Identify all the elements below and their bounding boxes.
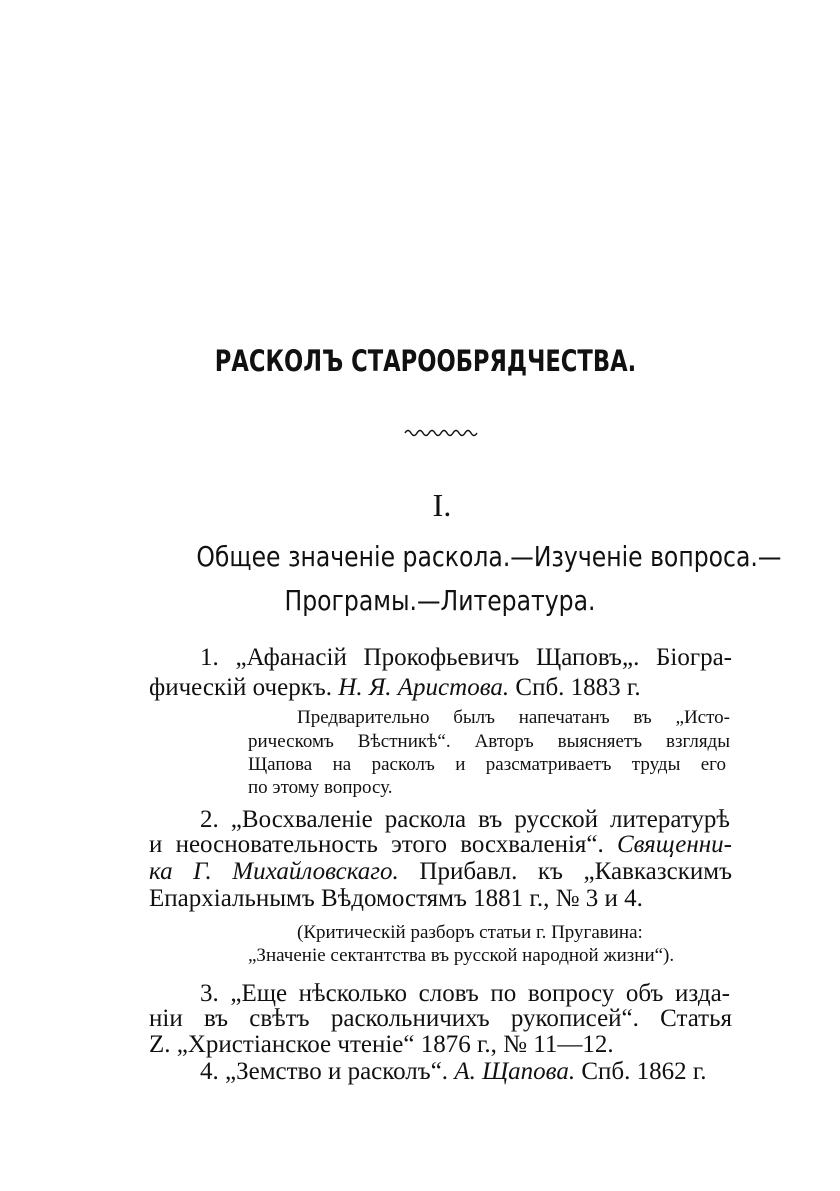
entry-2-title-end: и неосновательность этого восхваленія“. — [149, 831, 617, 858]
note-1-line-1: Предварительно былъ напечатанъ въ „Исто- — [297, 707, 730, 728]
entry-2-publication: Прибавл. къ „Кавказскимъ — [398, 858, 733, 885]
entry-4-author: А. Щапова. — [454, 1058, 576, 1085]
entry-2-line-1: 2. „Восхваленіе раскола въ русской литературѣ — [200, 806, 730, 833]
chapter-number: I. — [432, 487, 452, 523]
note-1-line-3: Щапова на расколъ и разсматриваетъ труды его — [248, 754, 726, 775]
entry-2-author-start: Священни- — [616, 831, 732, 858]
entry-1-publication: Спб. 1883 г. — [509, 674, 641, 701]
note-1-line-2: рическомъ Вѣстникѣ“. Авторъ выясняетъ взгляды — [248, 731, 730, 752]
note-2-line-1: (Критическій разборъ статьи г. Пругавина: — [297, 922, 643, 943]
entry-3-line-3: Z. „Христіанское чтеніе“ 1876 г., № 11—12. — [149, 1031, 614, 1058]
entry-1-author: Н. Я. Аристова. — [338, 674, 510, 701]
entry-2-author-end: ка Г. Михайловскаго. — [149, 858, 399, 885]
entry-4-title: 4. „Земство и расколъ“. — [200, 1058, 455, 1085]
entry-2-line-2 — [149, 831, 732, 859]
entry-1-title-end: фическій очеркъ. — [149, 674, 339, 701]
ornament-divider — [403, 424, 479, 440]
entry-1-line-2 — [149, 674, 641, 702]
note-2-line-2: „Значеніе сектантства въ русской народной жизни“). — [248, 945, 675, 966]
entry-3-line-2: ніи въ свѣтъ раскольничихъ рукописей“. Статья — [149, 1005, 732, 1032]
chapter-title-line-1: Общее значеніе раскола.—Изученіе вопроса.— — [196, 540, 782, 573]
entry-3-line-1: 3. „Еще нѣсколько словъ по вопросу объ изда- — [200, 980, 730, 1007]
chapter-title-line-2: Програмы.—Литература. — [284, 584, 596, 617]
page-title: РАСКОЛЪ СТАРООБРЯДЧЕСТВА. — [214, 344, 637, 378]
entry-1-line-1: 1. „Афанасій Прокофьевичъ Щаповъ„. Біогра- — [200, 644, 732, 671]
entry-4-publication: Спб. 1862 г. — [575, 1058, 707, 1085]
entry-2-line-3 — [149, 858, 732, 886]
entry-4-line-1 — [200, 1058, 707, 1086]
note-1-line-4: по этому вопросу. — [248, 777, 393, 798]
entry-2-line-4: Епархіальнымъ Вѣдомостямъ 1881 г., № 3 и 4. — [149, 885, 643, 912]
